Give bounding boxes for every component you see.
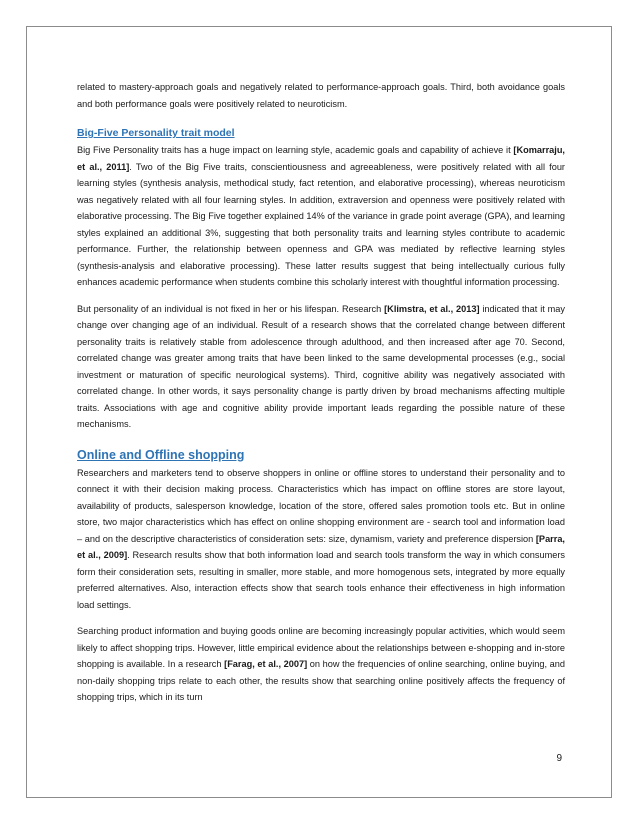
section-heading-big-five: Big-Five Personality trait model bbox=[77, 127, 235, 139]
citation-farag: [Farag, et al., 2007] bbox=[224, 659, 308, 669]
paragraph-text: on how the frequencies of online searching, online buying, and non-daily shopping trips relate to each other, the results show that searching online positively affects the frequency of shopping trips, which in its turn bbox=[77, 659, 565, 702]
paragraph-text: Big Five Personality traits has a huge impact on learning style, academic goals and capability of achieve it bbox=[77, 145, 514, 155]
section-heading-shopping: Online and Offline shopping bbox=[77, 447, 245, 462]
citation-parra: [Parra, et al., 2009] bbox=[77, 533, 565, 560]
paragraph-text: Searching product information and buying goods online are becoming increasingly popular activities, which would seem likely to affect shopping trips. However, little empirical evidence about the relationships between e-shopping and in-store shopping is available. In a research bbox=[77, 626, 565, 669]
paragraph-text: indicated that it may change over changing age of an individual. Result of a research shows that the correlated change between different personality traits is relatively stable from adolescence through adulthood, and then increased after age 70. Second, correlated change was greater among traits that have been linked to the same developmental processes (e.g., social investment or maturation of specific neurological systems). Third, cognitive ability was negatively associated with correlated change. In other words, it says personality change is partly driven by broad mechanisms affecting multiple traits. Associations with age and cognitive ability provide important leads regarding the possible nature of these mechanisms. bbox=[77, 303, 566, 429]
paragraph-text: . Research results show that both information load and search tools transform the way in which consumers form their consideration sets, resulting in smaller, more stable, and more homogenous sets, integrated by more equally preferred alternatives. Also, interaction effects show that search tools enhance their effectiveness in high information load settings. bbox=[77, 550, 565, 610]
citation-klimstra: [Klimstra, et al., 2013] bbox=[384, 303, 480, 314]
big-five-paragraph-2 bbox=[77, 301, 565, 433]
shopping-paragraph-1 bbox=[77, 465, 565, 614]
paragraph-text: Researchers and marketers tend to observe shoppers in online or offline stores to understand their personality and to connect it with their decision making process. Characteristics which has impact on offline stores are store layout, availability of products, salesperson knowledge, location of the store, offered sales promotion tools etc. But in online store, two major characteristics which has effect on online shopping environment are - search tool and information load – and on the descriptive characteristics of consideration sets: size, dynamism, variety and preference dispersion bbox=[77, 467, 565, 544]
document-page bbox=[26, 26, 612, 798]
shopping-paragraph-2 bbox=[77, 623, 565, 706]
intro-paragraph: related to mastery-approach goals and negatively related to performance-approach goals. Third, both avoidance goals and both performance goals were positively related to neuroticism. bbox=[77, 82, 565, 109]
citation-komarraju: [Komarraju, et al., 2011] bbox=[77, 145, 565, 172]
page-content bbox=[77, 79, 565, 712]
paragraph-text: But personality of an individual is not fixed in her or his lifespan. Research bbox=[77, 303, 385, 314]
paragraph-text: . Two of the Big Five traits, conscientiousness and agreeableness, were positively related with all four learning styles (synthesis analysis, methodical study, fact retention, and elaborative processing), whereas neuroticism was negatively related with all four learning styles. In addition, extraversion and openness were positively related with elaborative processing. The Big Five together explained 14% of the variance in grade point average (GPA), and learning styles explained an additional 3%, suggesting that both personality traits and learning styles contribute to academic performance. Further, the relationship between openness and GPA was mediated by reflective learning styles (synthesis-analysis and elaborative processing). These latter results suggest that being intellectually curious fully enhances academic performance when students combine this scholarly interest with thoughtful information processing. bbox=[77, 161, 565, 287]
page-number: 9 bbox=[556, 753, 562, 764]
big-five-paragraph-1 bbox=[77, 142, 565, 291]
